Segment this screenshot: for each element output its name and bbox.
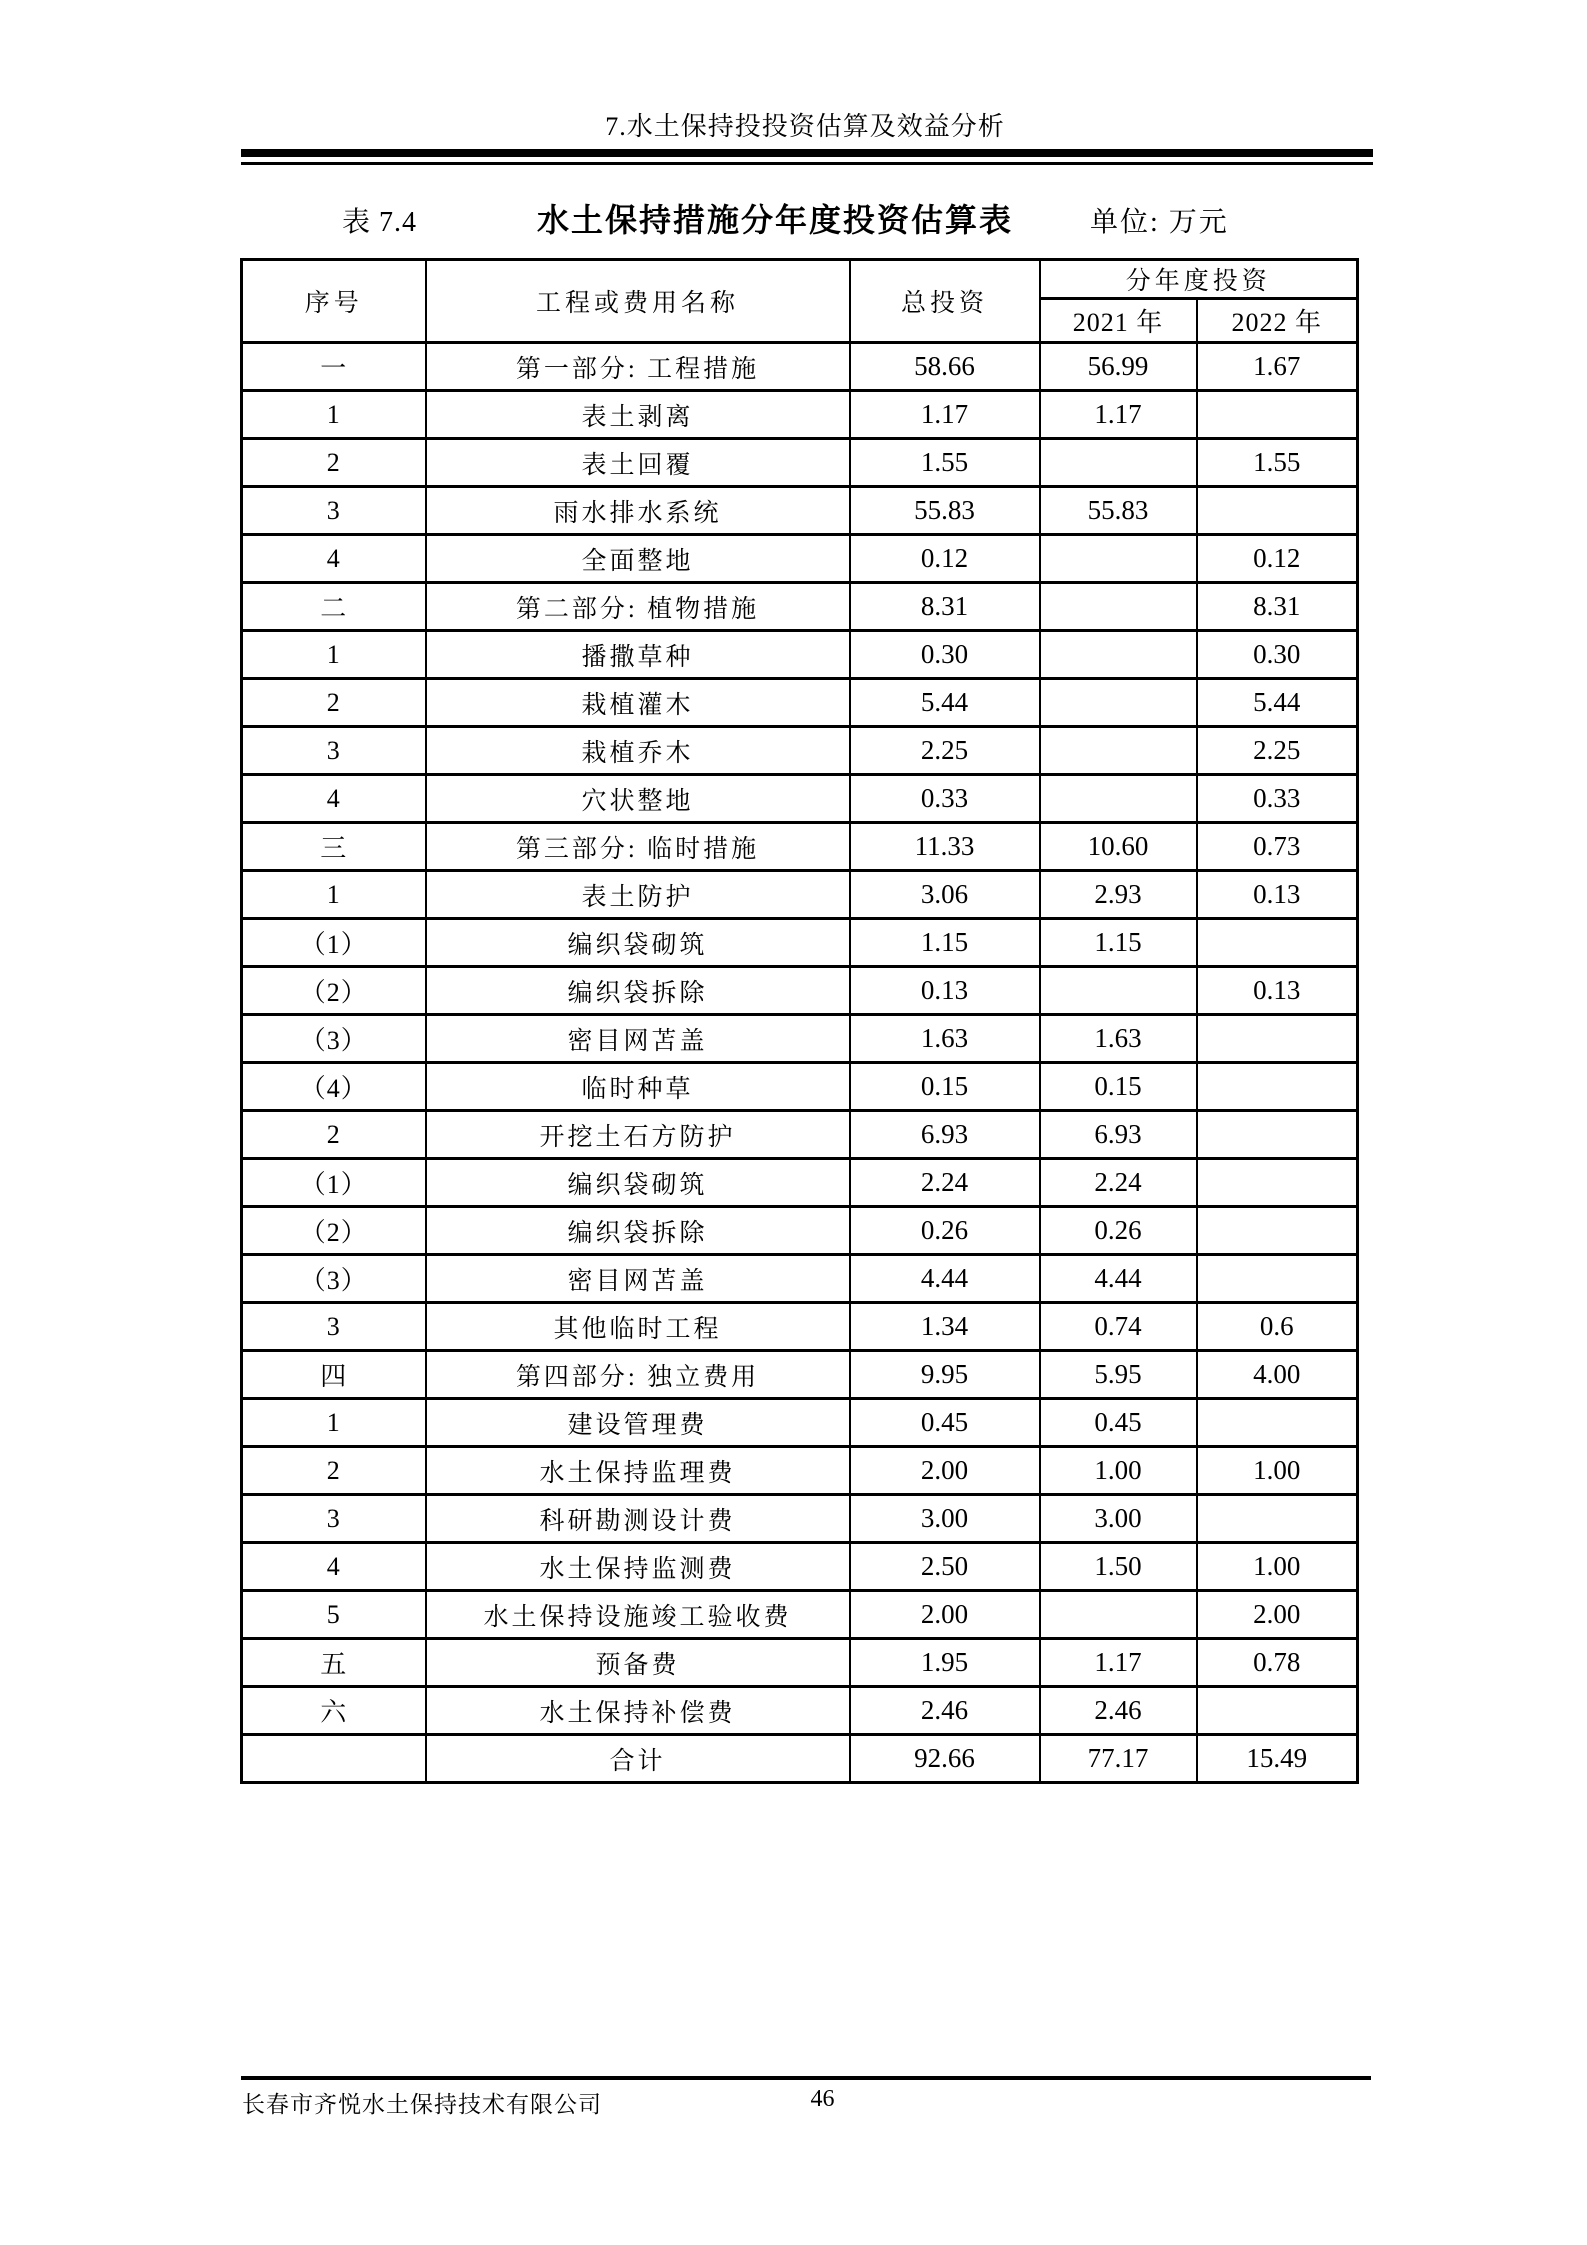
seq-cell: 2: [242, 439, 426, 487]
value-cell: 2.00: [850, 1591, 1040, 1639]
value-cell: [1040, 775, 1197, 823]
value-cell: 55.83: [1040, 487, 1197, 535]
seq-cell: 4: [242, 535, 426, 583]
value-cell: [1040, 631, 1197, 679]
table-row: [242, 1447, 1358, 1495]
value-cell: 1.00: [1197, 1543, 1358, 1591]
value-cell: 2.24: [850, 1159, 1040, 1207]
project-name-cell: 编织袋拆除: [426, 1207, 850, 1255]
value-cell: 2.25: [850, 727, 1040, 775]
project-name-cell: 表土回覆: [426, 439, 850, 487]
table-row: [242, 1111, 1358, 1159]
value-cell: 0.45: [850, 1399, 1040, 1447]
seq-cell: 2: [242, 679, 426, 727]
value-cell: [1040, 727, 1197, 775]
table-row: [242, 1303, 1358, 1351]
value-cell: [1197, 1111, 1358, 1159]
value-cell: 1.67: [1197, 343, 1358, 391]
value-cell: 0.30: [850, 631, 1040, 679]
table-row: [242, 1207, 1358, 1255]
project-name-cell: 雨水排水系统: [426, 487, 850, 535]
value-cell: 1.15: [850, 919, 1040, 967]
table-row: [242, 919, 1358, 967]
header-rule-thin: [241, 162, 1373, 165]
estimate-table: [240, 258, 1359, 1784]
value-cell: [1197, 1495, 1358, 1543]
page-header-title: 7.水土保持投投资估算及效益分析: [605, 112, 1005, 141]
table-row: [242, 967, 1358, 1015]
value-cell: [1197, 1159, 1358, 1207]
table-row: [242, 1495, 1358, 1543]
table-caption: [240, 192, 1370, 238]
value-cell: 5.44: [1197, 679, 1358, 727]
value-cell: 4.44: [1040, 1255, 1197, 1303]
project-name-cell: 第四部分: 独立费用: [426, 1351, 850, 1399]
value-cell: 58.66: [850, 343, 1040, 391]
table-row: [242, 679, 1358, 727]
col-header-annual-group: 分年度投资: [1040, 260, 1358, 299]
seq-cell: 4: [242, 775, 426, 823]
header-rule-thick: [241, 149, 1373, 157]
value-cell: 1.17: [1040, 391, 1197, 439]
seq-cell: 四: [242, 1351, 426, 1399]
value-cell: 2.46: [850, 1687, 1040, 1735]
table-body: [242, 343, 1358, 1783]
project-name-cell: 播撒草种: [426, 631, 850, 679]
seq-cell: 1: [242, 871, 426, 919]
value-cell: 10.60: [1040, 823, 1197, 871]
value-cell: 1.50: [1040, 1543, 1197, 1591]
table-row: [242, 1255, 1358, 1303]
seq-cell: （1）: [242, 919, 426, 967]
value-cell: 4.00: [1197, 1351, 1358, 1399]
project-name-cell: 表土剥离: [426, 391, 850, 439]
table-row: [242, 1063, 1358, 1111]
value-cell: 8.31: [1197, 583, 1358, 631]
value-cell: 2.00: [1197, 1591, 1358, 1639]
value-cell: [1040, 535, 1197, 583]
col-header-total: 总投资: [850, 260, 1040, 343]
value-cell: 2.25: [1197, 727, 1358, 775]
value-cell: 1.15: [1040, 919, 1197, 967]
seq-cell: 3: [242, 727, 426, 775]
seq-cell: （1）: [242, 1159, 426, 1207]
value-cell: 0.15: [1040, 1063, 1197, 1111]
value-cell: 0.13: [1197, 967, 1358, 1015]
footer-company: 长春市齐悦水土保持技术有限公司: [242, 2092, 602, 2117]
col-header-name: 工程或费用名称: [426, 260, 850, 343]
table-row: [242, 1639, 1358, 1687]
project-name-cell: 全面整地: [426, 535, 850, 583]
seq-cell: 3: [242, 1495, 426, 1543]
value-cell: 1.17: [1040, 1639, 1197, 1687]
value-cell: 1.95: [850, 1639, 1040, 1687]
table-row: [242, 1591, 1358, 1639]
value-cell: 0.13: [850, 967, 1040, 1015]
project-name-cell: 编织袋砌筑: [426, 919, 850, 967]
table-row: [242, 583, 1358, 631]
value-cell: 8.31: [850, 583, 1040, 631]
seq-cell: 2: [242, 1111, 426, 1159]
project-name-cell: 编织袋砌筑: [426, 1159, 850, 1207]
footer-rule: [241, 2076, 1371, 2080]
value-cell: 1.55: [1197, 439, 1358, 487]
seq-cell: 1: [242, 1399, 426, 1447]
col-header-seq: 序号: [242, 260, 426, 343]
project-name-cell: 合计: [426, 1735, 850, 1783]
value-cell: [1197, 1687, 1358, 1735]
table-row: [242, 1159, 1358, 1207]
table-row: [242, 775, 1358, 823]
value-cell: 2.50: [850, 1543, 1040, 1591]
value-cell: 5.95: [1040, 1351, 1197, 1399]
table-header-row-1: [242, 260, 1358, 299]
value-cell: 0.74: [1040, 1303, 1197, 1351]
value-cell: 2.24: [1040, 1159, 1197, 1207]
value-cell: 3.00: [850, 1495, 1040, 1543]
project-name-cell: 第一部分: 工程措施: [426, 343, 850, 391]
value-cell: 0.26: [850, 1207, 1040, 1255]
value-cell: [1197, 391, 1358, 439]
value-cell: 3.06: [850, 871, 1040, 919]
seq-cell: 1: [242, 391, 426, 439]
value-cell: 1.00: [1197, 1447, 1358, 1495]
table-row: [242, 1735, 1358, 1783]
value-cell: 6.93: [1040, 1111, 1197, 1159]
table-row: [242, 535, 1358, 583]
seq-cell: 一: [242, 343, 426, 391]
table-row: [242, 1543, 1358, 1591]
project-name-cell: 水土保持设施竣工验收费: [426, 1591, 850, 1639]
seq-cell: 五: [242, 1639, 426, 1687]
table-row: [242, 343, 1358, 391]
table-row: [242, 1399, 1358, 1447]
value-cell: 0.33: [850, 775, 1040, 823]
value-cell: 0.12: [850, 535, 1040, 583]
value-cell: 2.00: [850, 1447, 1040, 1495]
table-row: [242, 823, 1358, 871]
project-name-cell: 临时种草: [426, 1063, 850, 1111]
value-cell: 1.34: [850, 1303, 1040, 1351]
value-cell: [1197, 1063, 1358, 1111]
value-cell: [1040, 967, 1197, 1015]
value-cell: 1.00: [1040, 1447, 1197, 1495]
value-cell: 0.12: [1197, 535, 1358, 583]
value-cell: 2.93: [1040, 871, 1197, 919]
value-cell: 0.73: [1197, 823, 1358, 871]
project-name-cell: 密目网苫盖: [426, 1255, 850, 1303]
value-cell: 15.49: [1197, 1735, 1358, 1783]
value-cell: 11.33: [850, 823, 1040, 871]
seq-cell: 二: [242, 583, 426, 631]
seq-cell: 5: [242, 1591, 426, 1639]
seq-cell: 3: [242, 487, 426, 535]
seq-cell: 1: [242, 631, 426, 679]
value-cell: 1.17: [850, 391, 1040, 439]
value-cell: 5.44: [850, 679, 1040, 727]
value-cell: [1197, 919, 1358, 967]
project-name-cell: 穴状整地: [426, 775, 850, 823]
table-row: [242, 727, 1358, 775]
value-cell: [1197, 1399, 1358, 1447]
seq-cell: （3）: [242, 1255, 426, 1303]
table-row: [242, 871, 1358, 919]
project-name-cell: 建设管理费: [426, 1399, 850, 1447]
value-cell: 0.13: [1197, 871, 1358, 919]
table-row: [242, 1351, 1358, 1399]
table-caption-label: 表 7.4: [342, 207, 418, 238]
seq-cell: [242, 1735, 426, 1783]
value-cell: 92.66: [850, 1735, 1040, 1783]
value-cell: 6.93: [850, 1111, 1040, 1159]
project-name-cell: 表土防护: [426, 871, 850, 919]
value-cell: 0.33: [1197, 775, 1358, 823]
table-row: [242, 439, 1358, 487]
project-name-cell: 其他临时工程: [426, 1303, 850, 1351]
value-cell: [1040, 583, 1197, 631]
value-cell: 0.45: [1040, 1399, 1197, 1447]
project-name-cell: 编织袋拆除: [426, 967, 850, 1015]
project-name-cell: 第三部分: 临时措施: [426, 823, 850, 871]
seq-cell: （2）: [242, 967, 426, 1015]
value-cell: 0.78: [1197, 1639, 1358, 1687]
project-name-cell: 水土保持监理费: [426, 1447, 850, 1495]
project-name-cell: 预备费: [426, 1639, 850, 1687]
value-cell: [1197, 1255, 1358, 1303]
project-name-cell: 栽植灌木: [426, 679, 850, 727]
value-cell: 3.00: [1040, 1495, 1197, 1543]
value-cell: [1197, 1015, 1358, 1063]
value-cell: 4.44: [850, 1255, 1040, 1303]
value-cell: [1197, 487, 1358, 535]
project-name-cell: 密目网苫盖: [426, 1015, 850, 1063]
footer-page-number: 46: [810, 2086, 835, 2112]
table-row: [242, 391, 1358, 439]
seq-cell: 3: [242, 1303, 426, 1351]
project-name-cell: 第二部分: 植物措施: [426, 583, 850, 631]
col-header-2021: 2021 年: [1040, 299, 1197, 343]
value-cell: [1040, 1591, 1197, 1639]
seq-cell: 三: [242, 823, 426, 871]
table-caption-title: 水土保持措施分年度投资估算表: [536, 202, 1013, 238]
value-cell: 2.46: [1040, 1687, 1197, 1735]
seq-cell: （3）: [242, 1015, 426, 1063]
table-row: [242, 631, 1358, 679]
value-cell: 55.83: [850, 487, 1040, 535]
value-cell: 0.15: [850, 1063, 1040, 1111]
seq-cell: 4: [242, 1543, 426, 1591]
seq-cell: （2）: [242, 1207, 426, 1255]
value-cell: 1.55: [850, 439, 1040, 487]
value-cell: [1197, 1207, 1358, 1255]
table-row: [242, 1015, 1358, 1063]
table-caption-unit: 单位: 万元: [1090, 207, 1229, 238]
project-name-cell: 开挖土石方防护: [426, 1111, 850, 1159]
value-cell: 56.99: [1040, 343, 1197, 391]
value-cell: 0.26: [1040, 1207, 1197, 1255]
value-cell: 1.63: [850, 1015, 1040, 1063]
seq-cell: 六: [242, 1687, 426, 1735]
table-row: [242, 487, 1358, 535]
table-head: [242, 260, 1358, 343]
project-name-cell: 科研勘测设计费: [426, 1495, 850, 1543]
value-cell: 0.30: [1197, 631, 1358, 679]
project-name-cell: 栽植乔木: [426, 727, 850, 775]
seq-cell: 2: [242, 1447, 426, 1495]
value-cell: 77.17: [1040, 1735, 1197, 1783]
value-cell: 1.63: [1040, 1015, 1197, 1063]
table-row: [242, 1687, 1358, 1735]
col-header-2022: 2022 年: [1197, 299, 1358, 343]
project-name-cell: 水土保持补偿费: [426, 1687, 850, 1735]
value-cell: 0.6: [1197, 1303, 1358, 1351]
value-cell: [1040, 439, 1197, 487]
value-cell: 9.95: [850, 1351, 1040, 1399]
project-name-cell: 水土保持监测费: [426, 1543, 850, 1591]
seq-cell: （4）: [242, 1063, 426, 1111]
value-cell: [1040, 679, 1197, 727]
